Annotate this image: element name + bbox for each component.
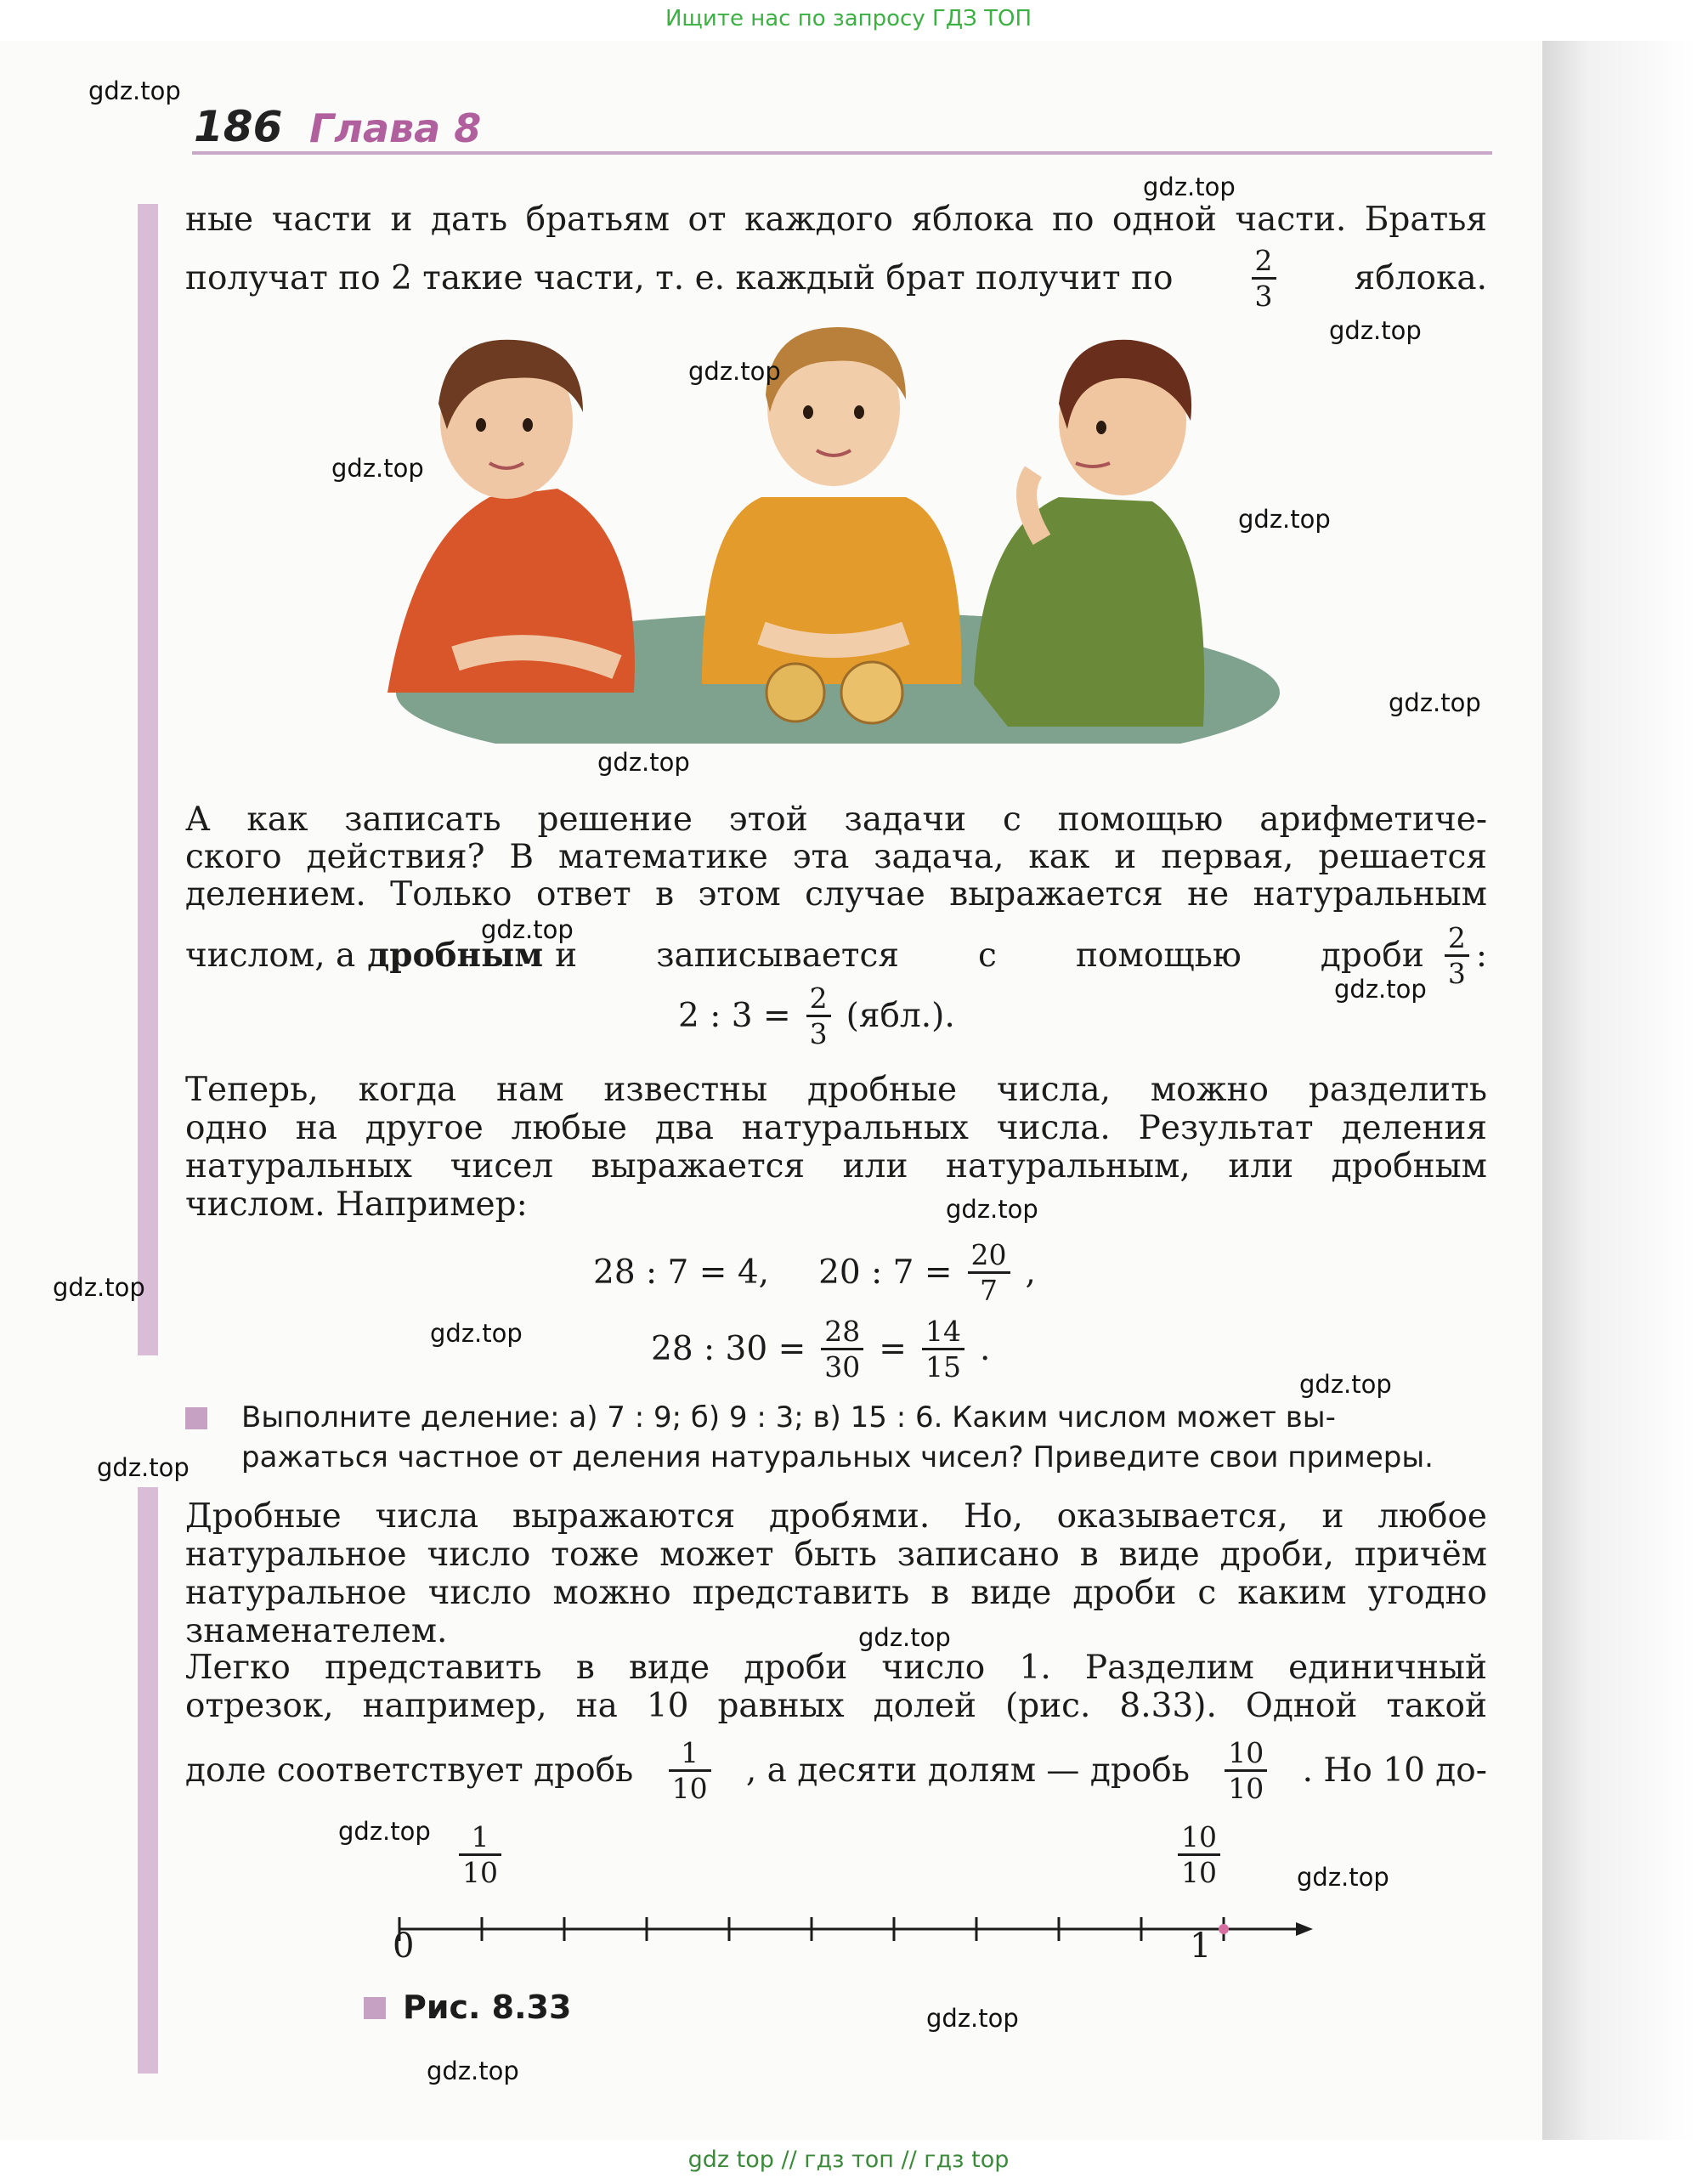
fraction-one-tenth: $\frac{1}{10}$ xyxy=(669,1739,711,1802)
watermark: gdz.top xyxy=(1334,975,1427,1004)
number-line-figure xyxy=(374,1895,1326,1972)
left-accent-bar xyxy=(138,204,158,1355)
para5-line3-a: доле соответствует дробь xyxy=(185,1751,634,1790)
number-line-arrow xyxy=(1296,1922,1313,1936)
watermark: gdz.top xyxy=(1389,688,1481,717)
watermark: gdz.top xyxy=(1297,1863,1389,1892)
point-one-marker xyxy=(1219,1924,1229,1934)
para5-line2: отрезок, например, на 10 равных долей (рис. 8.33). Одной такой xyxy=(185,1687,1487,1725)
eq2-b: 20 : 7 = xyxy=(818,1253,953,1292)
eq2-fraction: $\frac{20}{7}$ xyxy=(968,1241,1010,1304)
watermark: gdz.top xyxy=(481,915,574,944)
para3-line3: натуральных чисел выражается или натуральным, или дробным xyxy=(185,1147,1487,1185)
fraction-ten-tenths: $\frac{10}{10}$ xyxy=(1225,1739,1267,1802)
question-marker xyxy=(185,1407,207,1429)
para3-line4: числом. Например: xyxy=(185,1185,528,1224)
label-one: 1 xyxy=(1190,1927,1212,1966)
watermark: gdz.top xyxy=(1329,316,1422,345)
eq1-right: (ябл.). xyxy=(846,997,955,1035)
watermark: gdz.top xyxy=(1238,505,1331,534)
para2-colon: : xyxy=(1475,936,1487,975)
para3-line1: Теперь, когда нам известны дробные числа, можно разделить xyxy=(185,1071,1487,1109)
watermark: gdz.top xyxy=(97,1453,189,1482)
watermark: gdz.top xyxy=(688,357,781,386)
term-fractional: дробным xyxy=(367,936,544,975)
apple-2 xyxy=(841,662,902,723)
page-binding-shadow xyxy=(1542,41,1697,2140)
caption-marker xyxy=(364,1997,386,2019)
label-zero: 0 xyxy=(393,1927,415,1966)
para4-line1: Дробные числа выражаются дробями. Но, оказывается, и любое xyxy=(185,1497,1487,1536)
equation-row-2 xyxy=(651,1317,990,1381)
eq1-left: 2 : 3 = xyxy=(678,997,791,1035)
para2-line1: А как записать решение этой задачи с помощью арифметиче- xyxy=(185,801,1487,839)
para5-line1: Легко представить в виде дроби число 1. Разделим единичный xyxy=(185,1649,1487,1687)
footer-links[interactable]: gdz top // гдз топ // гдз top xyxy=(687,2147,1010,2173)
watermark: gdz.top xyxy=(858,1623,951,1652)
question-line2: ражаться частное от деления натуральных чисел? Приведите свои примеры. xyxy=(241,1440,1434,1474)
left-accent-bar-lower xyxy=(138,1487,158,2074)
para5-line3-c: . Но 10 до- xyxy=(1302,1751,1487,1790)
para5-line3 xyxy=(185,1736,1487,1805)
watermark: gdz.top xyxy=(427,2057,519,2085)
watermark: gdz.top xyxy=(53,1273,145,1302)
top-banner: Ищите нас по запросу ГДЗ ТОП xyxy=(665,6,1032,31)
para1-line2 xyxy=(185,244,1487,313)
eq2-a: 28 : 7 = 4, xyxy=(593,1253,770,1292)
eq3-end: . xyxy=(979,1330,991,1368)
watermark: gdz.top xyxy=(926,2004,1019,2033)
para4-line4: знаменателем. xyxy=(185,1612,448,1650)
equation-row-1 xyxy=(593,1238,1036,1307)
header-rule xyxy=(192,151,1492,155)
watermark: gdz.top xyxy=(1143,173,1236,201)
eq2-end: , xyxy=(1025,1253,1036,1292)
watermark: gdz.top xyxy=(331,454,424,483)
watermark: gdz.top xyxy=(946,1195,1038,1224)
para4-line3: натуральное число можно представить в виде дроби с каким угодно xyxy=(185,1574,1487,1612)
eq3-fraction-1: $\frac{28}{30}$ xyxy=(821,1317,863,1381)
watermark: gdz.top xyxy=(430,1319,523,1348)
para4-line2: натуральное число тоже может быть записано в виде дроби, причём xyxy=(185,1536,1487,1574)
figure-frac-ten-tenths: $\frac{10}{10}$ xyxy=(1178,1823,1220,1887)
fraction-two-thirds: $\frac{2}{3}$ xyxy=(1252,246,1276,310)
illustration-three-boys xyxy=(362,327,1314,744)
watermark: gdz.top xyxy=(597,748,690,777)
eq1-fraction: $\frac{2}{3}$ xyxy=(806,984,831,1048)
equation-two-div-three xyxy=(678,984,955,1048)
para2-line4-mid: и записывается с помощью дроби xyxy=(555,936,1424,975)
page-number: 186 xyxy=(194,102,283,151)
apple-1 xyxy=(766,664,824,721)
para3-line2: одно на другое любые два натуральных числа. Результат деления xyxy=(185,1109,1487,1147)
para5-line3-b: , а десяти долям — дробь xyxy=(745,1751,1190,1790)
eq3-a: 28 : 30 = xyxy=(651,1330,806,1368)
watermark: gdz.top xyxy=(88,76,181,105)
para1-line2-end: яблока. xyxy=(1354,259,1487,297)
figure-frac-one-tenth: $\frac{1}{10}$ xyxy=(459,1823,501,1887)
para2-line2: ского действия? В математике эта задача, как и первая, решается xyxy=(185,838,1487,876)
figure-caption: Рис. 8.33 xyxy=(403,1989,572,2026)
para1-line1: ные части и дать братьям от каждого яблока по одной части. Братья xyxy=(185,201,1487,239)
fraction-two-thirds-b: $\frac{2}{3}$ xyxy=(1445,924,1469,987)
para2-line3: делением. Только ответ в этом случае выражается не натуральным xyxy=(185,875,1487,914)
watermark: gdz.top xyxy=(1299,1370,1392,1399)
chapter-title: Глава 8 xyxy=(309,105,482,151)
watermark: gdz.top xyxy=(338,1817,431,1846)
question-line1: Выполните деление: а) 7 : 9; б) 9 : 3; в) 15 : 6. Каким числом может вы- xyxy=(241,1400,1336,1434)
para1-line2-text: получат по 2 такие части, т. е. каждый брат получит по xyxy=(185,259,1174,297)
eq3-fraction-2: $\frac{14}{15}$ xyxy=(922,1317,964,1381)
para2-line4-start: числом, а xyxy=(185,936,356,975)
eq3-equals: = xyxy=(879,1330,907,1368)
